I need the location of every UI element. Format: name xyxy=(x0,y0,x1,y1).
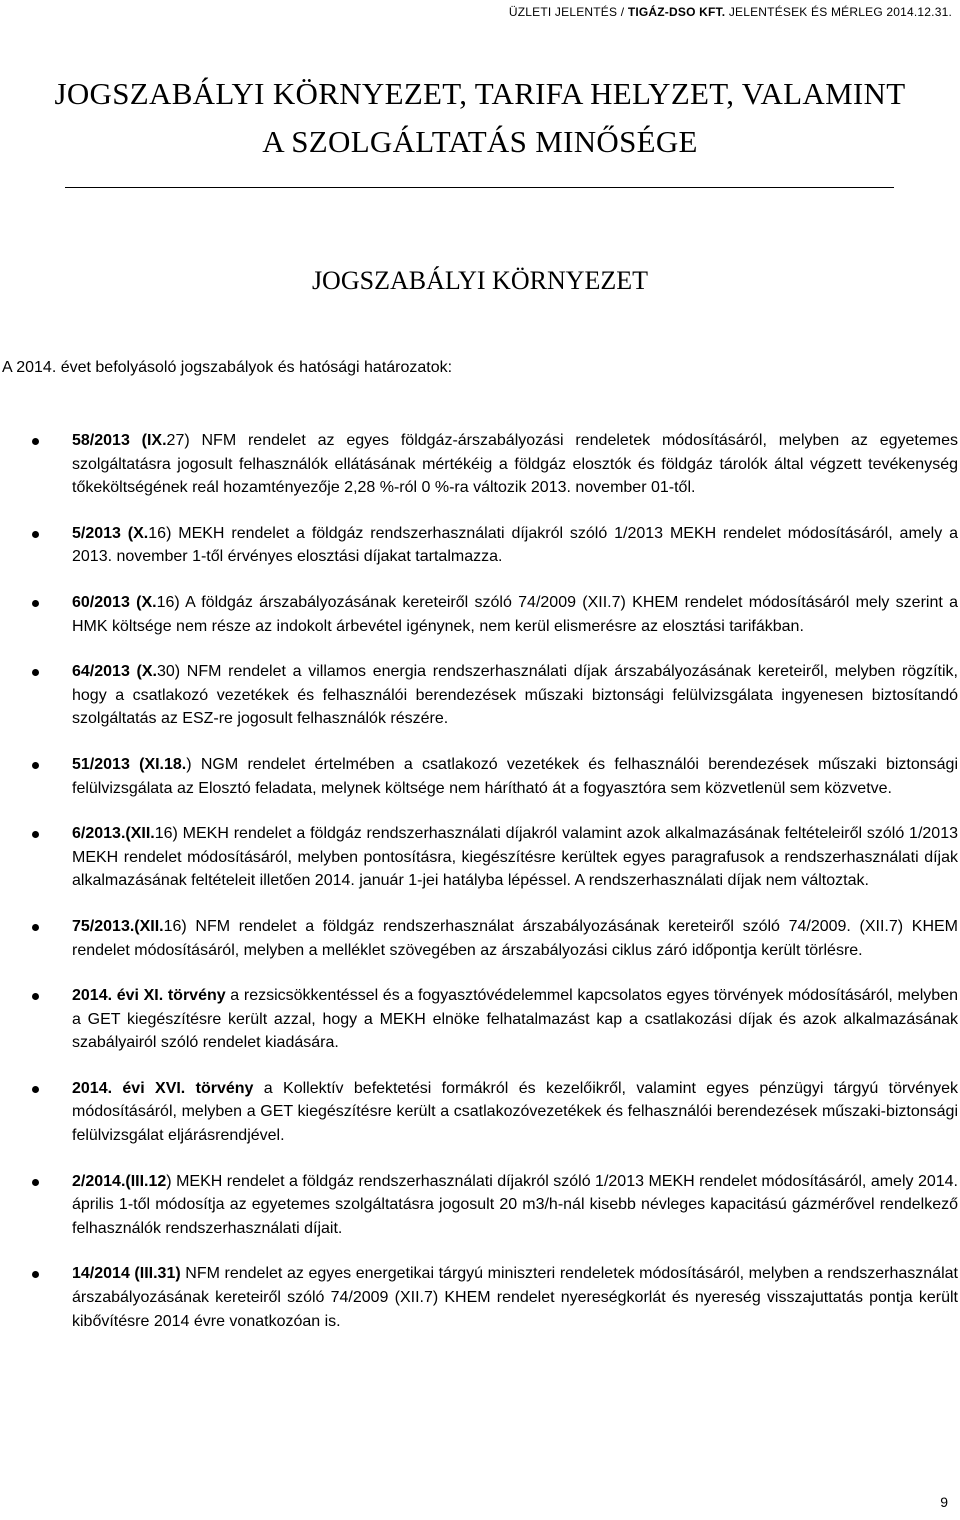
regulation-text: NFM rendelet az egyes energetikai tárgyú miniszteri rendeletek módosításáról, melyben a rendszerhasználat árszabályozásának kereteiről szóló 74/2009 (XII.7) KHEM rendelet nyereségkorlát és nyereség visszajuttatás pontja került kibővítésre 2014 évre vonatkozóan is. xyxy=(72,1265,958,1330)
list-item xyxy=(0,753,958,800)
regulation-ref: 6/2013.(XII. xyxy=(72,825,155,843)
regulation-ref: 58/2013 (IX. xyxy=(72,432,167,449)
list-item xyxy=(0,984,958,1055)
page-title xyxy=(0,70,960,166)
intro-text: A 2014. évet befolyásoló jogszabályok és hatósági határozatok: xyxy=(2,359,453,376)
regulation-text: 16) A földgáz árszabályozásának kereteiről szóló 74/2009 (XII.7) KHEM rendelet módosításáról mely szerint a HMK költsége nem része az indokolt árbevétel igénynek, nem kerül elismerésre az elosztási tarifákban. xyxy=(72,593,959,635)
regulation-ref: 64/2013 (X. xyxy=(72,663,157,681)
regulation-text: 27) NFM rendelet az egyes földgáz-árszabályozási rendeletek módosításáról, melyben az egyetemes szolgáltatásra jogosult felhasználók ellátásának mértékéig a földgáz elosztók és földgáz tárolók által végzett tevékenység tőkeköltségének reál hozamtényezője 2,28 %-ról 0 %-ra változik 2013. november 01-től. xyxy=(72,432,958,497)
bullet-icon xyxy=(32,1271,39,1278)
regulation-text: 16) MEKH rendelet a földgáz rendszerhasználati díjakról valamint azok alkalmazásának feltételeiről szóló 1/2013 MEKH rendelet módosításáról, melyben pontosításra, kiegészítésre kerültek egyes paragrafusok a rendszerhasználati díjak alkalmazásának feltételeit illetően 2014. január 1-jei hatályba lépéssel. A rendszerhasználati díjak nem változtak. xyxy=(72,825,958,890)
regulation-text: 16) NFM rendelet a földgáz rendszerhasználat árszabályozásának kereteiről szóló 74/2009. (XII.7) KHEM rendelet módosításáról, melyben a melléklet szövegében az árszabályozási ciklus záró időpontja került törlésre. xyxy=(72,917,958,959)
regulation-ref: 5/2013 (X. xyxy=(72,524,149,542)
list-item xyxy=(0,915,958,962)
page-title-line-2: A SZOLGÁLTATÁS MINŐSÉGE xyxy=(262,124,698,159)
list-item xyxy=(0,522,958,569)
bullet-icon xyxy=(32,1086,39,1093)
running-header xyxy=(509,5,952,19)
list-item xyxy=(0,822,958,893)
regulation-ref: 51/2013 (XI.18. xyxy=(72,755,187,773)
list-item xyxy=(0,429,958,500)
page-title-line-1: JOGSZABÁLYI KÖRNYEZET, TARIFA HELYZET, VALAMINT xyxy=(54,76,906,111)
bullet-icon xyxy=(32,924,39,931)
list-item xyxy=(0,660,958,731)
bullet-icon xyxy=(32,762,39,769)
bullet-icon xyxy=(32,531,39,538)
section-title: JOGSZABÁLYI KÖRNYEZET xyxy=(311,266,649,295)
regulation-list xyxy=(0,429,958,1355)
regulation-text: ) MEKH rendelet a földgáz rendszerhasználati díjakról szóló 1/2013 MEKH rendelet módosításáról, amely 2014. április 1-től módosítja az egyetemes szolgáltatásra jogosult 20 m3/h-nál kisebb névleges kapacitású gázmérővel rendelkező felhasználók rendszerhasználati díjait. xyxy=(72,1172,958,1237)
regulation-text: a Kollektív befektetési formákról és kezelőikről, valamint egyes pénzügyi tárgyú törvények módosításáról, melyben a GET kiegészítésre került a csatlakozóvezetékek és felhasználói berendezések műszaki-biztonsági felülvizsgálat eljárásrendjével. xyxy=(72,1079,958,1145)
bullet-icon xyxy=(32,438,39,445)
header-company: TIGÁZ-DSO KFT. xyxy=(627,5,726,19)
regulation-text: ) NGM rendelet értelmében a csatlakozó vezetékek és felhasználói berendezések műszaki biztonsági felülvizsgálata az Elosztó feladata, melynek költsége nem hárítható át a fogyasztóra sem közvetlenül sem közvetve. xyxy=(72,755,958,797)
regulation-ref: 2014. évi XVI. törvény xyxy=(72,1079,254,1097)
list-item xyxy=(0,1077,958,1148)
regulation-text: 30) NFM rendelet a villamos energia rendszerhasználati díjak árszabályozásának kereteiről, melyben rögzítik, hogy a csatlakozó vezetékek és felhasználói berendezések műszaki biztonsági felülvizsgálata ingyenesen biztosítandó szolgáltatás az ESZ-re jogosult felhasználók részére. xyxy=(72,663,958,728)
bullet-icon xyxy=(32,831,39,838)
bullet-icon xyxy=(32,993,39,1000)
page-number: 9 xyxy=(940,1494,948,1510)
list-item xyxy=(0,591,958,638)
header-text-1: ÜZLETI JELENTÉS / xyxy=(508,5,628,19)
regulation-ref: 60/2013 (X. xyxy=(72,593,157,611)
bullet-icon xyxy=(32,669,39,676)
regulation-ref: 2014. évi XI. törvény xyxy=(72,987,226,1005)
regulation-ref: 75/2013.(XII. xyxy=(72,917,164,935)
bullet-icon xyxy=(32,1179,39,1186)
list-item xyxy=(0,1262,958,1333)
regulation-text: a rezsicsökkentéssel és a fogyasztóvédelemmel kapcsolatos egyes törvények módosításáról, melyben a GET kiegészítésre került azzal, hogy a MEKH elnöke felhatalmazást kap a csatlakozási díjak és azok alkalmazásának szabályairól szóló rendelet kiadására. xyxy=(72,987,958,1052)
list-item xyxy=(0,1170,958,1241)
header-text-2: JELENTÉSEK ÉS MÉRLEG 2014.12.31. xyxy=(725,5,952,19)
regulation-text: 16) MEKH rendelet a földgáz rendszerhasználati díjakról szóló 1/2013 MEKH rendelet módosításáról, amely a 2013. november 1-től érvényes elosztási díjakat tartalmazza. xyxy=(72,524,959,566)
title-divider xyxy=(65,187,894,188)
regulation-ref: 2/2014.(III.12 xyxy=(72,1172,167,1190)
bullet-icon xyxy=(32,600,39,607)
regulation-ref: 14/2014 (III.31) xyxy=(72,1265,181,1283)
